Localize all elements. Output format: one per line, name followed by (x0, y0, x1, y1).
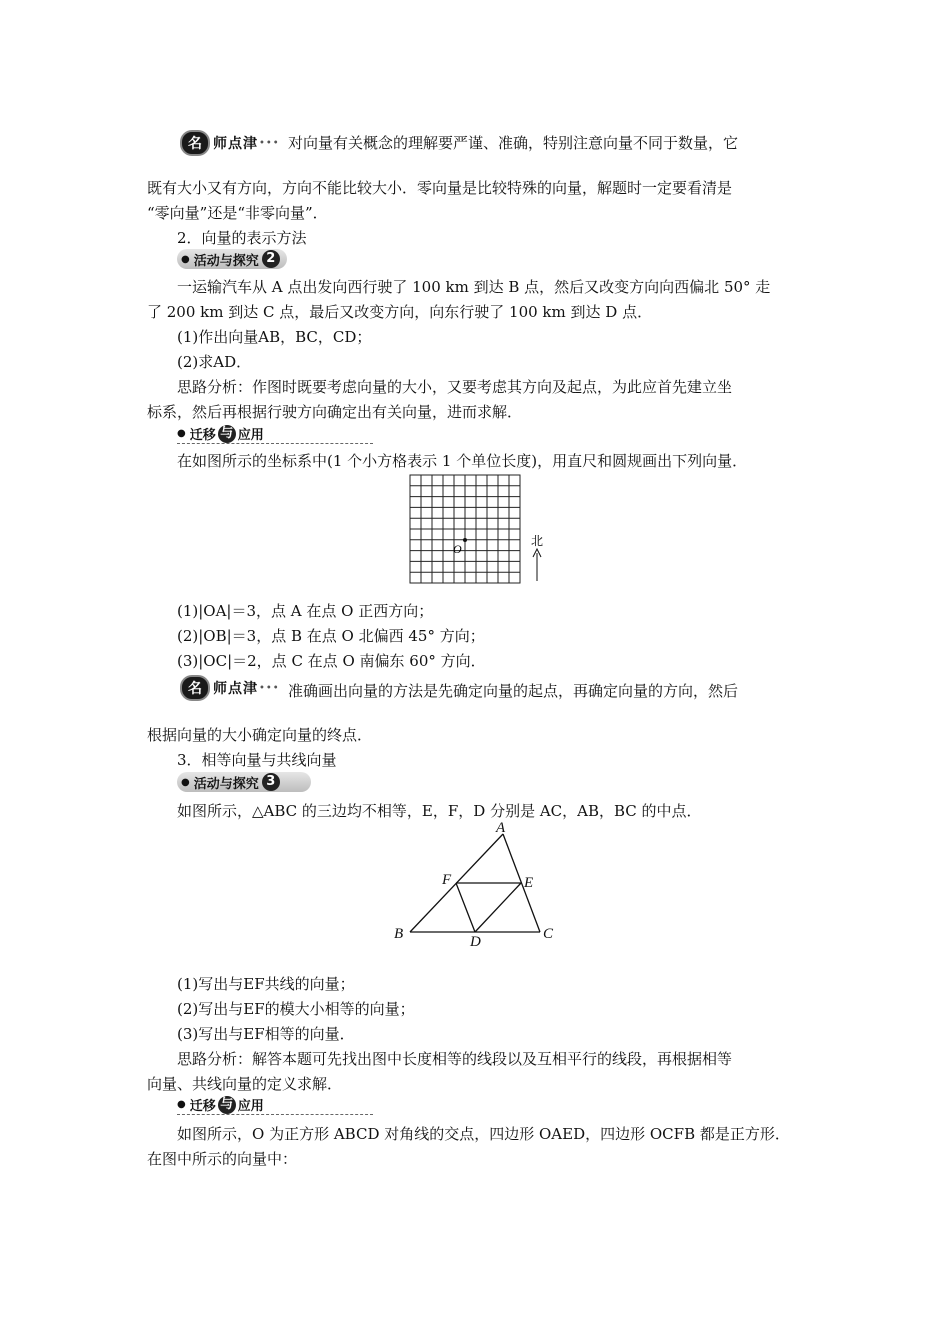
origin-label: O (453, 542, 462, 556)
vertex-label-B: B (394, 926, 404, 942)
square-problem-line-2: 在图中所示的向量中： (147, 1150, 298, 1168)
vertex-label-E: E (524, 875, 534, 891)
activity-label: 活动与探究 (193, 776, 259, 792)
origin-point (463, 538, 467, 542)
teacher-tip-badge-2 (180, 675, 280, 701)
transfer-apply-badge-1 (177, 424, 373, 444)
vertex-label-C: C (543, 926, 554, 942)
triangle-item-3: (3)写出与EF相等的向量． (177, 1025, 355, 1043)
teacher-tip-badge (180, 130, 280, 156)
exercise-text-line: 在如图所示的坐标系中(1 个小方格表示 1 个单位长度)，用直尺和圆规画出下列向量． (177, 452, 748, 470)
badge-dot: ● (177, 1099, 186, 1110)
segment-ED (475, 883, 521, 932)
exercise-item-1: (1)|OA|＝3，点 A 在点 O 正西方向； (177, 602, 434, 620)
analysis2-line-2: 向量、共线向量的定义求解． (147, 1075, 343, 1093)
teacher-tip-badge-text: 师点津 (213, 681, 258, 697)
triangle-item-2: (2)写出与EF的模大小相等的向量； (177, 1000, 415, 1018)
analysis-line-2: 标系，然后再根据行驶方向确定出有关向量，进而求解． (147, 403, 523, 421)
badge-dots: ••• (259, 682, 280, 694)
vertex-label-F: F (442, 872, 452, 888)
transfer-label-a: 迁移 (189, 428, 216, 443)
grid-lines (410, 475, 520, 583)
tip-text-line-3: “零向量”还是“非零向量”． (147, 204, 328, 222)
north-label: 北 (531, 534, 544, 548)
vertex-label-A: A (496, 820, 506, 836)
transfer-apply-badge-2 (177, 1095, 373, 1115)
analysis2-line-1: 思路分析：解答本题可先找出图中长度相等的线段以及互相平行的线段，再根据相等 (177, 1050, 733, 1068)
exercise-item-3: (3)|OC|＝2，点 C 在点 O 南偏东 60° 方向． (177, 652, 486, 670)
teacher-tip-badge-circle: 名 (180, 675, 210, 701)
triangle-figure (390, 820, 570, 950)
transfer-label-yu: 与 (218, 425, 236, 443)
badge-dot: ● (181, 253, 190, 265)
teacher-tip-badge-text: 师点津 (213, 136, 258, 152)
tip-text-line-2: 既有大小又有方向，方向不能比较大小．零向量是比较特殊的向量，解题时一定要看清是 (147, 179, 733, 197)
segment-FD (456, 883, 475, 932)
tip2-text-line-1: 准确画出向量的方法是先确定向量的起点，再确定向量的方向，然后 (288, 682, 739, 700)
exercise-item-2: (2)|OB|＝3，点 B 在点 O 北偏西 45° 方向； (177, 627, 485, 645)
problem-item-1: (1)作出向量AB，BC，CD； (177, 328, 372, 346)
triangle-problem-text: 如图所示，△ABC 的三边均不相等，E，F，D 分别是 AC，AB，BC 的中点． (177, 802, 702, 820)
badge-dots: ••• (259, 137, 280, 149)
activity-label: 活动与探究 (193, 253, 259, 269)
section-heading-2: 2．向量的表示方法 (177, 229, 307, 247)
badge-dot: ● (177, 428, 186, 439)
section-heading-3: 3．相等向量与共线向量 (177, 751, 337, 769)
analysis-line-1: 思路分析：作图时既要考虑向量的大小，又要考虑其方向及起点，为此应首先建立坐 (177, 378, 733, 396)
transfer-label-a: 迁移 (189, 1099, 216, 1114)
badge-dot: ● (181, 776, 190, 788)
problem-text-line-1: 一运输汽车从 A 点出发向西行驶了 100 km 到达 B 点，然后又改变方向向西偏北 50° 走 (177, 278, 771, 296)
transfer-label-yu: 与 (218, 1096, 236, 1114)
tip-text-line-1: 对向量有关概念的理解要严谨、准确，特别注意向量不同于数量，它 (288, 134, 739, 152)
vertex-label-D: D (470, 934, 481, 950)
activity-number: 2 (262, 250, 280, 268)
square-problem-line-1: 如图所示，O 为正方形 ABCD 对角线的交点，四边形 OAED，四边形 OCFB 都是正方形． (177, 1125, 790, 1143)
activity-number: 3 (262, 773, 280, 791)
problem-text-line-2: 了 200 km 到达 C 点，最后又改变方向，向东行驶了 100 km 到达 D 点． (147, 303, 653, 321)
transfer-label-b: 应用 (237, 428, 264, 443)
problem-item-2: (2)求AD． (177, 353, 252, 371)
activity-explore-badge-3 (177, 772, 311, 792)
coordinate-grid-figure (405, 473, 565, 585)
teacher-tip-badge-circle: 名 (180, 130, 210, 156)
activity-explore-badge-2 (177, 249, 287, 269)
triangle-item-1: (1)写出与EF共线的向量； (177, 975, 355, 993)
tip2-text-line-2: 根据向量的大小确定向量的终点． (147, 726, 373, 744)
transfer-label-b: 应用 (237, 1099, 264, 1114)
